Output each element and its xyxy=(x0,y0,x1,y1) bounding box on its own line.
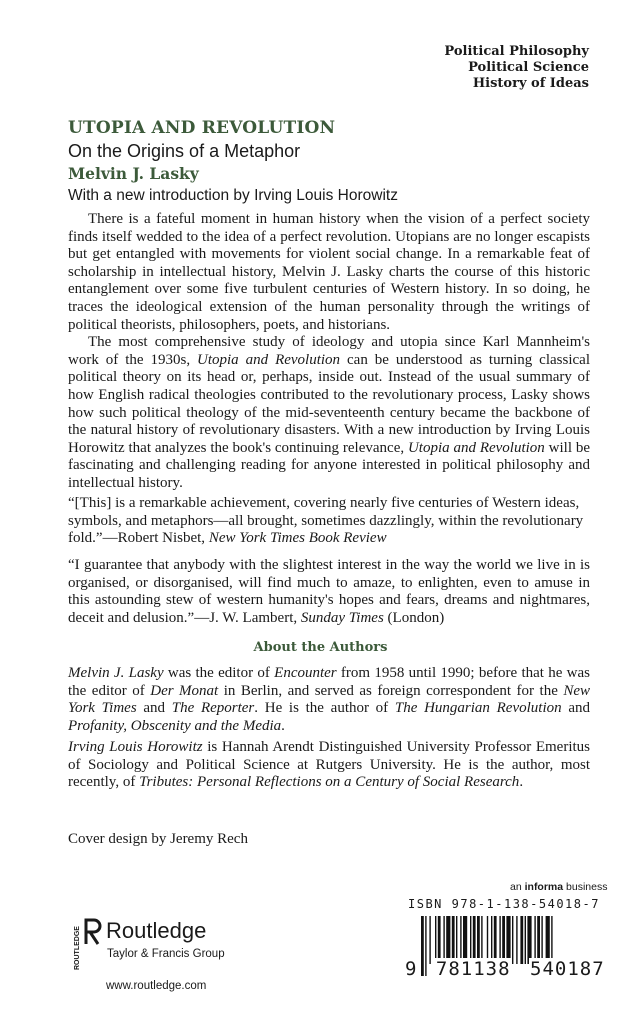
subject-categories xyxy=(444,44,589,92)
author-bio-lasky: Melvin J. Lasky was the editor of Encounter from 1958 until 1990; before that he was the editor of Der Monat in Berlin, and served as foreign correspondent for the New York Times and The Reporter. He is the author of The Hungarian Revolution and Profanity, Obscenity and the Media. xyxy=(68,665,591,734)
barcode-bar xyxy=(546,916,550,964)
barcode-bar xyxy=(452,916,455,964)
about-authors-heading: About the Authors xyxy=(253,640,388,655)
barcode-digit-group-2: 540187 xyxy=(530,958,605,980)
barcode-bar xyxy=(494,916,497,964)
subject-line: Political Science xyxy=(468,60,589,75)
barcode-bar xyxy=(502,916,505,964)
cover-design-credit: Cover design by Jeremy Rech xyxy=(68,831,248,847)
barcode-bar xyxy=(512,916,513,964)
review-quote-1: “[This] is a remarkable achievement, covering nearly five centuries of Western ideas, symbols, and metaphors—all brought, sometimes dazzlingly, within the revolutionary fold.”—Robert Nisbet, New York Times Book Review xyxy=(68,495,584,547)
barcode-bar xyxy=(456,916,457,964)
barcode-bar xyxy=(516,916,517,964)
barcode-bar xyxy=(429,916,430,964)
publisher-group: Taylor & Francis Group xyxy=(107,948,225,960)
isbn-label: ISBN 978-1-138-54018-7 xyxy=(408,897,600,911)
barcode-bar xyxy=(463,916,467,964)
logo-side-text: ROUTLEDGE xyxy=(74,926,81,970)
review-quote-2: “I guarantee that anybody with the slightest interest in the way the world we live in is organised, or disorganised, will find much to amaze, to enlighten, even to amuse in this astounding stew of western humanity's hopes and fears, dreams and nightmares, deceit and delusion.”—J. W. Lambert, Sunday Times (London) xyxy=(68,557,590,626)
barcode-bar xyxy=(477,916,480,964)
barcode-bar xyxy=(443,916,444,964)
barcode-bar xyxy=(527,916,531,964)
barcode-bar xyxy=(481,916,482,964)
barcode-digit-group-1: 781138 xyxy=(435,958,511,980)
barcode-bar xyxy=(438,916,441,964)
barcode-bar xyxy=(473,916,476,964)
barcode-bar xyxy=(541,916,542,964)
book-title: UTOPIA AND REVOLUTION xyxy=(68,118,336,138)
barcode-digits xyxy=(404,958,606,980)
description xyxy=(68,211,590,493)
barcode-bar xyxy=(460,916,461,964)
book-subtitle: On the Origins of a Metaphor xyxy=(68,141,301,161)
barcode-bar xyxy=(435,916,436,964)
informa-business-note: an informa business xyxy=(510,881,608,893)
barcode-digit-prefix: 9 xyxy=(405,958,417,980)
publisher-url: www.routledge.com xyxy=(106,980,207,992)
routledge-logo-icon xyxy=(66,918,102,970)
publisher-name: Routledge xyxy=(106,918,207,943)
subject-line: History of Ideas xyxy=(472,76,589,91)
introduction-credit: With a new introduction by Irving Louis Horowitz xyxy=(68,187,398,204)
barcode-bar xyxy=(525,916,526,964)
description-paragraph-2: The most comprehensive study of ideology and utopia since Karl Mannheim's work of the 1930s, Utopia and Revolution can be understood as turning classical political theory on its head or, perhaps, inside out. Instead of the usual summary of how English radical theologies contributed to the revolutionary process, Lasky shows how such political theology of the mid-seventeenth century became the backbone of the natural history of revolutionary disasters. With a new introduction by Irving Louis Horowitz that analyzes the book's continuing relevance, Utopia and Revolution will be fascinating and challenging reading for anyone interested in political philosophy and intellectual history. xyxy=(68,334,591,491)
barcode-bar xyxy=(520,916,523,964)
subject-line: Political Philosophy xyxy=(444,44,589,59)
barcode-bar xyxy=(499,916,500,964)
barcode-bar xyxy=(470,916,471,964)
description-paragraph-1: There is a fateful moment in human history when the vision of a perfect society finds itself wedded to the idea of a perfect revolution. Utopians are no longer escapists but get entangled with movements for violent social change. In a remarkable feat of scholarship in intellectual history, Melvin J. Lasky charts the course of this historic entanglement over some five turbulent centuries of Western history. In so doing, he traces the ideological extension of the human personality through the writings of political theorists, philosophers, poets, and historians. xyxy=(68,211,590,333)
barcode-bar xyxy=(534,916,535,964)
author-bio-horowitz: Irving Louis Horowitz is Hannah Arendt Distinguished University Professor Emeritus of Sociology and Political Science at Rutgers University. He is the author, most recently, of Tributes: Personal Reflections on a Century of Social Research. xyxy=(68,739,590,791)
barcode-bar xyxy=(446,916,450,964)
barcode-bar xyxy=(537,916,540,964)
barcode-bar xyxy=(506,916,510,964)
book-author: Melvin J. Lasky xyxy=(68,164,199,183)
